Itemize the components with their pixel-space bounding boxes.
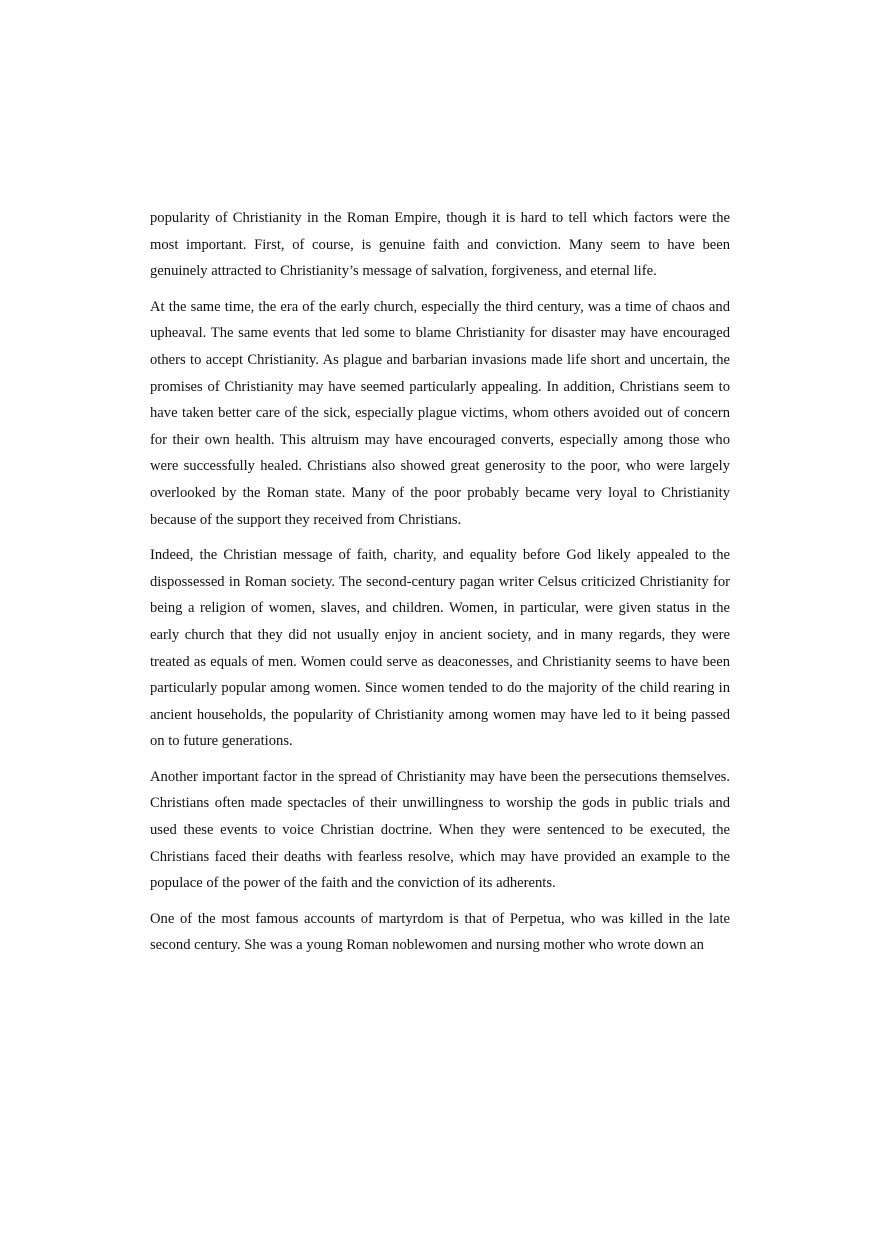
paragraph-4: Another important factor in the spread of Christianity may have been the persecutions themselves. Christians often made spectacles of their unwillingness to worship the gods in public trials and used these events to voice Christian doctrine. When they were sentenced to be executed, the Christians faced their deaths with fearless resolve, which may have provided an example to the populace of the power of the faith and the conviction of its adherents.	[150, 768, 730, 892]
paragraph-1: popularity of Christianity in the Roman Empire, though it is hard to tell which factors were the most important. First, of course, is genuine faith and conviction. Many seem to have been genuinely attracted to Christianity’s message of salvation, forgiveness, and eternal life.	[150, 210, 730, 280]
body-text	[150, 205, 730, 959]
paragraph-3: Indeed, the Christian message of faith, charity, and equality before God likely appealed to the dispossessed in Roman society. The second-century pagan writer Celsus criticized Christianity for being a religion of women, slaves, and children. Women, in particular, were given status in the early church that they did not usually enjoy in ancient society, and in many regards, they were treated as equals of men. Women could serve as deaconesses, and Christianity seems to have been particularly popular among women. Since women tended to do the majority of the child rearing in ancient households, the popularity of Christianity among women may have led to it being passed on to future generations.	[150, 547, 730, 750]
paragraph-5: One of the most famous accounts of martyrdom is that of Perpetua, who was killed in the late second century. She was a young Roman noblewomen and nursing mother who wrote down an	[150, 910, 730, 954]
paragraph-2: At the same time, the era of the early church, especially the third century, was a time of chaos and upheaval. The same events that led some to blame Christianity for disaster may have encouraged others to accept Christianity. As plague and barbarian invasions made life short and uncertain, the promises of Christianity may have seemed particularly appealing. In addition, Christians seem to have taken better care of the sick, especially plague victims, whom others avoided out of concern for their own health. This altruism may have encouraged converts, especially among those who were successfully healed. Christians also showed great generosity to the poor, who were largely overlooked by the Roman state. Many of the poor probably became very loyal to Christianity because of the support they received from Christians.	[150, 298, 730, 528]
